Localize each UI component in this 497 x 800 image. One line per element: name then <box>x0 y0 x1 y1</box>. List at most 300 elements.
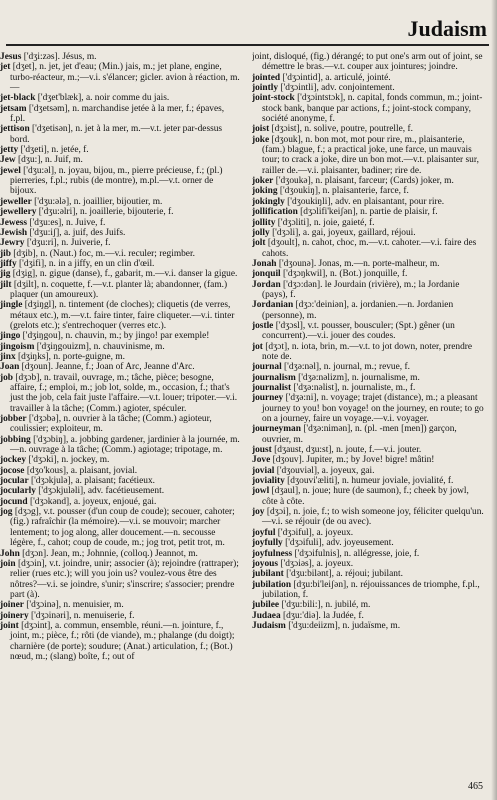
entry-definition: n. humeur joviale, jovialité, f. <box>341 476 454 487</box>
dictionary-entry <box>252 73 484 83</box>
entry-headword: jetsam <box>0 103 27 114</box>
entry-pronunciation: ['dʒu:bili:], <box>281 600 323 611</box>
entry-headword: jobbing <box>0 434 31 445</box>
dictionary-entry <box>252 362 484 372</box>
entry-headword: joiner <box>0 600 24 611</box>
dictionary-entry <box>252 52 484 73</box>
dictionary-entry <box>0 600 240 610</box>
entry-definition: n. coquette, f.—v.t. planter là; abandonner, (fam.) plaquer (un amoureux). <box>10 279 228 300</box>
dictionary-entry <box>252 228 484 238</box>
page-edge-shadow <box>491 0 497 800</box>
dictionary-entry <box>252 259 484 269</box>
entry-pronunciation: ['dʒə:nimən], <box>303 424 353 435</box>
dictionary-entry <box>252 549 484 559</box>
entry-pronunciation: ['dʒɔiful], <box>277 527 315 538</box>
entry-headword: jockey <box>0 455 27 466</box>
entry-definition: n. (pl. -men [men]) garçon, ouvrier, m. <box>262 424 457 445</box>
entry-headword: jointly <box>252 83 279 94</box>
dictionary-entry <box>252 300 484 321</box>
entry-headword: jilt <box>0 279 12 290</box>
entry-definition: n. jet à la mer, m.—v.t. jeter par-dessus bord. <box>10 124 223 145</box>
dictionary-entry <box>0 455 240 465</box>
entry-pronunciation: [dʒaul], <box>271 486 301 497</box>
dictionary-entry <box>0 280 240 301</box>
entry-headword: jubilant <box>252 569 284 580</box>
entry-definition: a. noir comme du jais. <box>85 93 170 104</box>
entry-headword: jollity <box>252 217 276 228</box>
entry-pronunciation: [dʒig], <box>12 269 38 280</box>
entry-pronunciation: [dʒɔt], <box>265 341 290 352</box>
entry-pronunciation: [dʒet], <box>12 62 37 73</box>
dictionary-entry <box>252 445 484 455</box>
page-number: 465 <box>468 781 483 792</box>
entry-pronunciation: ['dʒiŋgou], <box>22 331 64 342</box>
entry-definition: n. Juiverie, f. <box>61 238 111 249</box>
entry-headword: jingle <box>0 300 23 311</box>
entry-definition: n. plaisanterie, farce, f. <box>322 186 409 197</box>
entry-pronunciation: ['dʒiŋgouizm], <box>36 341 92 352</box>
entry-definition: n. jetée, f. <box>51 145 89 156</box>
entry-definition: adv. conjointement. <box>321 83 395 94</box>
entry-pronunciation: [dʒɔi], <box>266 507 292 518</box>
entry-pronunciation: ['dʒɔifulnis], <box>294 548 342 559</box>
entry-headword: Jesus <box>0 52 22 62</box>
entry-headword: jewellery <box>0 207 37 218</box>
dictionary-entry <box>0 476 240 486</box>
entry-definition: n. partie de plaisir, f. <box>360 207 438 218</box>
entry-pronunciation: ['dʒifi], <box>19 258 47 269</box>
entry-headword: journalist <box>252 383 292 393</box>
entry-definition: n. journal, m.; revue, f. <box>323 362 410 373</box>
entry-definition: n. bon mot, mot pour rire, m., plaisanterie, (fam.) blague, f.; a practical joke, une farce, un mauvais tour; to crack a joke, dire un bon mot.—v.t. plaisanter sur, railler de.—v.i. plaisanter, badiner; rire de. <box>262 134 479 176</box>
entry-definition: Jupiter, m.; by Jove! bigre! mâtin! <box>306 455 435 466</box>
entry-pronunciation: ['dʒi:zəs]. <box>23 52 61 62</box>
entry-definition: a. articulé, jointé. <box>325 72 391 83</box>
dictionary-entry <box>0 342 240 352</box>
dictionary-entry <box>0 611 240 621</box>
entry-pronunciation: ['dʒɔinəri], <box>30 610 72 621</box>
entry-headword: Joan <box>0 362 20 373</box>
entry-headword: jettison <box>0 124 30 135</box>
entry-headword: Jordan <box>252 279 281 290</box>
entry-headword: John <box>0 548 20 559</box>
entry-definition: n. plaisant, farceur; (Cards) joker, m. <box>315 176 454 187</box>
dictionary-entry <box>0 331 240 341</box>
entry-definition: n. réjouissances de triomphe, f.pl., jubilation, f. <box>262 579 480 600</box>
entry-headword: joke <box>252 134 270 145</box>
dictionary-entry <box>0 249 240 259</box>
entry-definition: Jonas, m.—n. porte-malheur, m. <box>318 258 440 269</box>
dictionary-entry <box>0 93 240 103</box>
dictionary-entry <box>252 424 484 445</box>
entry-pronunciation: ['dʒu:es], <box>29 217 64 228</box>
dictionary-entry <box>252 373 484 383</box>
dictionary-entry <box>252 528 484 538</box>
entry-pronunciation: ['dʒɔ:dən]. <box>283 279 323 290</box>
dictionary-entry <box>0 197 240 207</box>
entry-definition: n. joie, f.; to wish someone joy, féliciter quelqu'un.—v.i. se réjouir (de ou avec). <box>262 507 484 528</box>
entry-headword: Judaea <box>252 610 281 621</box>
entry-definition: n. menuisier, m. <box>63 600 124 611</box>
entry-pronunciation: ['dʒɔintstɔk], <box>297 93 346 104</box>
entry-definition: adv. joyeusement. <box>326 538 394 549</box>
dictionary-entry <box>252 476 484 486</box>
entry-definition: Jean, m.; Johnnie, (colloq.) Jeannot, m. <box>50 548 198 559</box>
entry-definition: a. réjoui; jubilant. <box>336 569 403 580</box>
entry-definition: n. joaillerie, bijouterie, f. <box>80 207 174 218</box>
entry-pronunciation: ['dʒɔŋkwil], <box>283 269 328 280</box>
entry-headword: Jewess <box>0 217 28 228</box>
left-column <box>0 52 240 780</box>
header-rule <box>6 44 489 46</box>
entry-pronunciation: [dʒɔn]. <box>22 548 49 559</box>
entry-pronunciation: [dʒɔlifi'keiʃən], <box>300 207 358 218</box>
dictionary-entry <box>0 414 240 435</box>
entry-definition: n. chauvinisme, m. <box>93 341 165 352</box>
entry-definition: n. joue; hure (de saumon), f.; cheek by jowl, côte à côte. <box>262 486 469 507</box>
entry-pronunciation: [dʒiŋks], <box>17 351 51 362</box>
dictionary-entry <box>0 52 240 62</box>
entry-headword: jolt <box>252 238 266 249</box>
entry-pronunciation: ['dʒu:deiizm], <box>288 620 341 631</box>
dictionary-entry <box>252 83 484 93</box>
entry-pronunciation: ['dʒɔbə], <box>28 414 62 425</box>
entry-headword: Jewry <box>0 238 25 249</box>
entry-definition: n. joute, f.—v.i. jouter. <box>336 445 422 456</box>
entry-pronunciation: [dʒu:'diə]. <box>283 610 321 621</box>
dictionary-entry <box>252 580 484 601</box>
entry-definition: a. commun, ensemble, réuni.—n. jointure, f., joint, m.; pièce, f.; rôti (de viande), m.; phalange (du doigt); charnière (de porte); soudure; (Anat.) articulation, f.; (Bot.) nœud, m.; (slang) boîte, f.; out of <box>10 620 235 662</box>
entry-headword: Jordanian <box>252 300 294 311</box>
entry-definition: n. tintement (de cloches); cliquetis (de verres, métaux etc.), m.—v.t. faire tinter, faire cliqueter.—v.i. tinter (grelots etc.); s'entrechoquer (verres etc.). <box>10 300 235 331</box>
entry-definition: a. jordanien.—n. Jordanien (personne), m. <box>262 300 454 321</box>
entry-headword: jib <box>0 248 11 259</box>
entry-headword: jingoism <box>0 341 35 352</box>
dictionary-entry <box>0 435 240 456</box>
entry-definition: n. jockey, m. <box>61 455 110 466</box>
entry-definition: a. joyeux. <box>316 527 354 538</box>
dictionary-entry <box>252 486 484 507</box>
entry-headword: journal <box>252 362 282 373</box>
entry-pronunciation: ['dʒə:nəlizm], <box>298 372 350 383</box>
entry-headword: jeweller <box>0 196 32 207</box>
dictionary-entry <box>0 507 240 548</box>
entry-pronunciation: [dʒoult], <box>267 238 300 249</box>
entry-headword: jolly <box>252 227 270 238</box>
entry-definition: n. capital, fonds commun, m.; joint-stock bank, banque par actions, f.; joint-stock company, société anonyme, f. <box>262 93 483 125</box>
entry-definition: Jésus, m. <box>62 52 97 62</box>
entry-pronunciation: ['dʒu:əlri], <box>38 207 78 218</box>
entry-definition: n. porte-guigne, m. <box>53 351 125 362</box>
entry-pronunciation: ['dʒɔintid], <box>282 72 323 83</box>
dictionary-entry <box>0 373 240 414</box>
entry-definition: n. jubilé, m. <box>325 600 371 611</box>
entry-definition: v.t. pousser (d'un coup de coude); secouer, cahoter; (fig.) rafraîchir (la mémoire).—v.i. se mouvoir; marcher lentement; to jog along, aller doucement.—n. secousse légère, f., cahot; coup de coude, m.; jog trot, petit trot, m. <box>10 507 235 549</box>
entry-headword: joyfulness <box>252 548 293 559</box>
entry-definition: n. joie, gaieté, f. <box>313 217 375 228</box>
entry-pronunciation: [dʒɔg], <box>14 507 42 518</box>
dictionary-entry <box>252 238 484 259</box>
dictionary-entry <box>0 497 240 507</box>
entry-pronunciation: ['dʒounə]. <box>278 258 317 269</box>
entry-headword: Jew <box>0 155 16 166</box>
entry-pronunciation: ['dʒetsəm], <box>28 103 70 114</box>
dictionary-entry <box>0 559 240 600</box>
entry-headword: joust <box>252 445 272 456</box>
entry-pronunciation: ['dʒu:bilənt], <box>286 569 334 580</box>
entry-pronunciation: ['dʒɔiəs], <box>280 558 315 569</box>
entry-pronunciation: ['dʒɔkjuləli], <box>38 486 86 497</box>
entry-headword: jokingly <box>252 196 285 207</box>
dictionary-entry <box>0 352 240 362</box>
dictionary-entry <box>252 93 484 124</box>
entry-headword: joyfully <box>252 538 283 549</box>
entry-pronunciation: [dʒouvi'æliti], <box>287 476 340 487</box>
entry-definition: la Judée, f. <box>323 610 364 621</box>
dictionary-entry <box>252 383 484 393</box>
dictionary-entry <box>0 300 240 331</box>
entry-pronunciation: [dʒouk], <box>271 134 304 145</box>
entry-definition: n. voyage; trajet (distance), m.; a pleasant journey to you! bon voyage! on the journey, en route; to go on a journey, faire un voyage.—v.i. voyager. <box>262 393 484 425</box>
entry-definition: n. iota, brin, m.—v.t. to jot down, noter, prendre note de. <box>262 341 473 362</box>
entry-pronunciation: ['dʒoukiŋ], <box>279 186 321 197</box>
entry-headword: jubilation <box>252 579 292 590</box>
entry-pronunciation: ['dʒeti], <box>20 145 50 156</box>
entry-pronunciation: ['dʒə:nəlist], <box>293 383 340 393</box>
dictionary-entry <box>0 155 240 165</box>
entry-definition: a. joyeux. <box>316 558 354 569</box>
dictionary-entry <box>252 559 484 569</box>
entry-headword: joist <box>252 124 270 135</box>
entry-definition: n. (Naut.) foc, m.—v.i. reculer; regimber. <box>40 248 195 259</box>
entry-definition: n. Juif, m. <box>45 155 83 166</box>
entry-pronunciation: ['dʒetisən], <box>32 124 74 135</box>
dictionary-entry <box>0 228 240 238</box>
entry-headword: jet <box>0 62 11 73</box>
entry-headword: joint-stock <box>252 93 295 104</box>
dictionary-entry <box>252 186 484 196</box>
entry-definition: n. travail, ouvrage, m.; tâche, pièce; besogne, affaire, f.; emploi, m.; job lot, solde, m., occasion, f.; that's just the job, cela fait juste l'affaire.—v.t. louer; tripoter.—v.i. travailler à la tâche; (Comm.) agioter, spéculer. <box>10 372 238 414</box>
entry-pronunciation: [dʒɔint], <box>21 620 53 631</box>
entry-definition: n. in a jiffy, en un clin d'œil. <box>48 258 155 269</box>
entry-headword: joyful <box>252 527 276 538</box>
entry-headword: Judaism <box>252 620 286 631</box>
dictionary-entry <box>252 280 484 301</box>
entry-pronunciation: ['dʒɔliti], <box>277 217 312 228</box>
entry-pronunciation: ['dʒu:əl], <box>23 165 57 176</box>
entry-pronunciation: ['dʒə:nəl], <box>284 362 322 373</box>
entry-headword: jonquil <box>252 269 281 280</box>
entry-headword: jingo <box>0 331 21 342</box>
entry-pronunciation: [dʒaust, dʒu:st], <box>274 445 334 456</box>
dictionary-entry <box>252 600 484 610</box>
entry-headword: jiffy <box>0 258 17 269</box>
entry-pronunciation: ['dʒu:ri], <box>26 238 59 249</box>
entry-definition: n. allégresse, joie, f. <box>344 548 420 559</box>
entry-definition: n. journaliste, m., f. <box>341 383 416 393</box>
dictionary-entry <box>252 218 484 228</box>
entry-pronunciation: [dʒiŋgl], <box>24 300 57 311</box>
dictionary-entry <box>252 466 484 476</box>
entry-pronunciation: ['dʒet'blæk], <box>37 93 84 104</box>
entry-definition: joint, disloqué, (fig.) dérangé; to put one's arm out of joint, se démettre le bras.—v.t. couper aux jointures; joindre. <box>252 52 483 73</box>
dictionary-entry <box>0 238 240 248</box>
entry-definition: le Jourdain (rivière), m.; la Jordanie (pays), f. <box>262 279 460 300</box>
dictionary-entry <box>252 611 484 621</box>
entry-definition: a. gai, joyeux, gaillard, réjoui. <box>302 227 416 238</box>
entry-headword: jewel <box>0 165 21 176</box>
right-column <box>252 52 484 780</box>
entry-pronunciation: ['dʒu:iʃ], <box>29 227 62 238</box>
entry-headword: jobber <box>0 414 27 425</box>
entry-headword: joviality <box>252 476 285 487</box>
entry-pronunciation: ['dʒɔifuli], <box>285 538 324 549</box>
entry-headword: Jonah <box>252 258 277 269</box>
entry-headword: jubilee <box>252 600 280 611</box>
entry-headword: job <box>0 372 14 383</box>
dictionary-entry <box>252 124 484 134</box>
entry-headword: jowl <box>252 486 270 497</box>
entry-pronunciation: [dʒoun]. <box>21 362 54 373</box>
entry-headword: joyous <box>252 558 279 569</box>
entry-headword: joking <box>252 186 278 197</box>
entry-headword: jetty <box>0 145 19 156</box>
entry-definition: n. joaillier, bijoutier, m. <box>73 196 163 207</box>
dictionary-entry <box>0 466 240 476</box>
entry-headword: jet-black <box>0 93 36 104</box>
dictionary-entry <box>252 207 484 217</box>
entry-headword: jocund <box>0 496 28 507</box>
dictionary-entry <box>252 621 484 631</box>
dictionary-entry <box>0 621 240 662</box>
entry-pronunciation: ['dʒɔkənd], <box>29 496 72 507</box>
entry-definition: n. chauvin, m.; by jingo! par exemple! <box>65 331 210 342</box>
entry-definition: n. cahot, choc, m.—v.t. cahoter.—v.i. faire des cahots. <box>262 238 477 259</box>
entry-definition: a. jobbing gardener, jardinier à la journée, m.—n. ouvrage à la tâche; (Comm.) agiotage; tripotage, m. <box>10 434 240 456</box>
dictionary-entry <box>252 321 484 342</box>
entry-headword: journeyman <box>252 424 301 435</box>
entry-definition: adv. facétieusement. <box>87 486 165 497</box>
dictionary-entry <box>252 176 484 186</box>
entry-definition: n. judaïsme, m. <box>342 620 401 631</box>
entry-headword: joinery <box>0 610 29 621</box>
entry-pronunciation: ['dʒu:ələ], <box>34 196 72 207</box>
dictionary-entry <box>0 207 240 217</box>
entry-definition: adv. en plaisantant, pour rire. <box>335 196 445 207</box>
entry-headword: join <box>0 558 16 569</box>
entry-pronunciation: ['dʒɔbiŋ], <box>33 434 69 445</box>
entry-headword: journey <box>252 393 284 404</box>
dictionary-entry <box>252 507 484 528</box>
entry-pronunciation: ['dʒoukə], <box>275 176 314 187</box>
dictionary-entry <box>0 259 240 269</box>
entry-headword: jinx <box>0 351 16 362</box>
entry-pronunciation: [dʒu:], <box>17 155 43 166</box>
entry-headword: joy <box>252 507 265 518</box>
entry-definition: n. Juive, f. <box>66 217 106 228</box>
entry-headword: Jove <box>252 455 271 466</box>
entry-pronunciation: [dʒɔin], <box>17 558 47 569</box>
entry-definition: n. jet, jet d'eau; (Min.) jais, m.; jet plane, engine, turbo-réacteur, m.;—v.i. s'élancer; gicler. avion à réaction, m.— <box>10 62 240 94</box>
entry-pronunciation: [dʒɔ:'deiniən], <box>295 300 350 311</box>
dictionary-entry <box>0 218 240 228</box>
entry-pronunciation: [dʒɔist], <box>271 124 302 135</box>
entry-headword: journalism <box>252 372 296 383</box>
dictionary-entry <box>252 269 484 279</box>
dictionary-entry <box>252 538 484 548</box>
dictionary-entry <box>252 393 484 424</box>
entry-headword: Jewish <box>0 227 28 238</box>
entry-definition: n. (Bot.) jonquille, f. <box>329 269 408 280</box>
entry-pronunciation: ['dʒɔkjulə], <box>30 476 74 487</box>
dictionary-entry <box>0 549 240 559</box>
dictionary-entry <box>0 62 240 93</box>
entry-definition: n. gigue (danse), f., gabarit, m.—v.i. danser la gigue. <box>39 269 238 280</box>
entry-definition: a. plaisant, jovial. <box>70 465 138 476</box>
entry-definition: v.t. pousser, bousculer; (Spt.) gêner (un concurrent).—v.i. jouer des coudes. <box>262 320 455 342</box>
entry-headword: jog <box>0 507 13 518</box>
entry-headword: joker <box>252 176 274 187</box>
entry-headword: jointed <box>252 72 281 83</box>
entry-pronunciation: ['dʒɔki], <box>28 455 59 466</box>
entry-headword: jollification <box>252 207 298 218</box>
entry-headword: joint <box>0 620 19 631</box>
dictionary-entry <box>252 197 484 207</box>
entry-definition: v.t. joindre, unir; associer (à); rejoindre (rattraper); relier (rues etc.); will you join us? voulez-vous être des nôtres?—v.i. se joindre, s'unir; s'inscrire; s'associer; prendre part (à). <box>10 558 239 600</box>
entry-pronunciation: [dʒouv]. <box>272 455 305 466</box>
dictionary-entry <box>0 486 240 496</box>
entry-headword: jostle <box>252 320 274 331</box>
entry-pronunciation: [dʒib], <box>13 248 39 259</box>
entry-headword: jocular <box>0 476 29 487</box>
entry-pronunciation: ['dʒɔintli], <box>280 83 319 94</box>
entry-pronunciation: ['dʒə:ni], <box>285 393 319 404</box>
dictionary-entry <box>0 124 240 145</box>
dictionary-entry <box>252 342 484 363</box>
entry-pronunciation: [dʒo'kous], <box>26 465 69 476</box>
entry-definition: n. solive, poutre, poutrelle, f. <box>304 124 413 135</box>
entry-pronunciation: ['dʒɔsl], <box>275 320 306 331</box>
entry-pronunciation: ['dʒouviəl], <box>276 465 320 476</box>
entry-definition: n. journalisme, m. <box>351 372 420 383</box>
entry-definition: n. joyau, bijou, m., pierre précieuse, f.; (pl.) pierreries, f.pl.; rubis (de montre), m.pl.—v.t. orner de bijoux. <box>10 165 223 197</box>
entry-pronunciation: [dʒu:bi'leiʃən], <box>293 579 349 590</box>
entry-definition: n. ouvrier à la tâche; (Comm.) agioteur, coulissier; exploiteur, m. <box>10 414 212 435</box>
entry-definition: n. menuiserie, f. <box>73 610 135 621</box>
entry-pronunciation: [dʒɔb], <box>15 372 42 383</box>
dictionary-entry <box>0 145 240 155</box>
entry-pronunciation: [dʒilt], <box>13 279 40 290</box>
dictionary-entry <box>252 455 484 465</box>
entry-pronunciation: ['dʒɔinə], <box>26 600 62 611</box>
dictionary-entry <box>252 135 484 176</box>
entry-headword: jocularly <box>0 486 36 497</box>
entry-pronunciation: ['dʒɔli], <box>272 227 301 238</box>
entry-headword: jig <box>0 269 11 280</box>
dictionary-entry <box>0 362 240 372</box>
entry-headword: jot <box>252 341 263 352</box>
entry-headword: jovial <box>252 465 275 476</box>
dictionary-entry <box>0 269 240 279</box>
entry-definition: a. plaisant; facétieux. <box>75 476 156 487</box>
entry-definition: a. juif, des Juifs. <box>63 227 126 238</box>
dictionary-entry <box>252 569 484 579</box>
entry-definition: a. joyeux, gai. <box>321 465 375 476</box>
entry-definition: Jeanne, f.; Joan of Arc, Jeanne d'Arc. <box>55 362 195 373</box>
dictionary-entry <box>0 166 240 197</box>
entry-definition: n. marchandise jetée à la mer, f.; épaves, f.pl. <box>10 103 225 125</box>
entry-definition: a. joyeux, enjoué, gai. <box>73 496 157 507</box>
